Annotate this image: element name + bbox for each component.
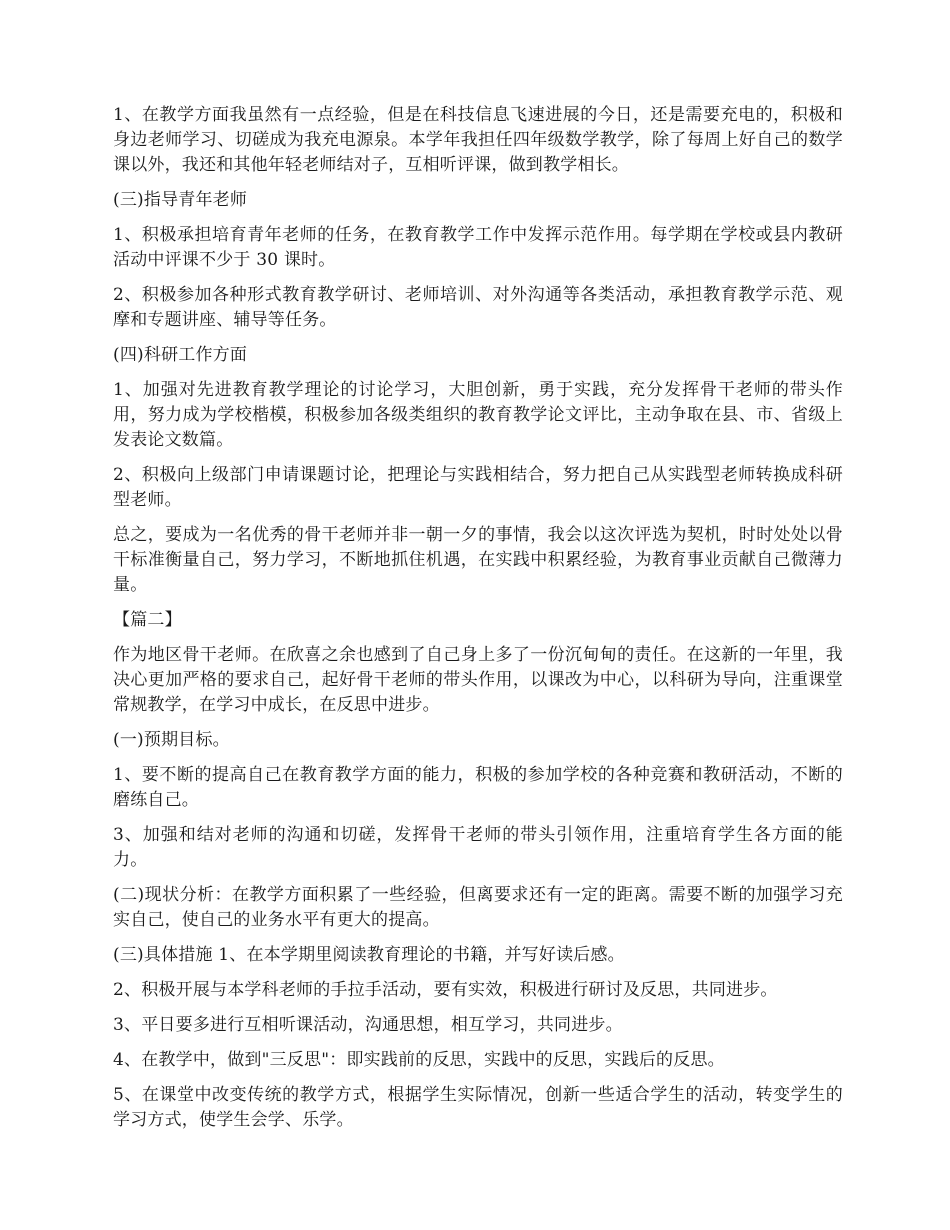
paragraph-goal-1: 1、要不断的提高自己在教育教学方面的能力，积极的参加学校的各种竞赛和教研活动，不断的磨练自己。 xyxy=(113,765,843,810)
paragraph-measure-2: 2、积极开展与本学科老师的手拉手活动，要有实效，积极进行研讨及反思，共同进步。 xyxy=(113,980,778,1000)
paragraph-measure-3: 3、平日要多进行互相听课活动，沟通思想，相互学习，共同进步。 xyxy=(113,1015,623,1035)
heading-part-two: 【篇二】 xyxy=(113,610,182,630)
paragraph-research-topics: 2、积极向上级部门申请课题讨论，把理论与实践相结合，努力把自己从实践型老师转换成科研型老师。 xyxy=(113,465,843,510)
paragraph-introduction: 作为地区骨干老师。在欣喜之余也感到了自己身上多了一份沉甸甸的责任。在这新的一年里，我决心更加严格的要求自己，起好骨干老师的带头作用，以课改为中心，以科研为导向，注重课堂常规教学，在学习中成长，在反思中进步。 xyxy=(113,645,843,715)
paragraph-goal-3: 3、加强和结对老师的沟通和切磋，发挥骨干老师的带头引领作用，注重培育学生各方面的能力。 xyxy=(113,825,843,870)
paragraph-measure-4: 4、在教学中，做到"三反思"：即实践前的反思，实践中的反思，实践后的反思。 xyxy=(113,1050,725,1070)
paragraph-teaching-experience: 1、在教学方面我虽然有一点经验，但是在科技信息飞速进展的今日，还是需要充电的，积极和身边老师学习、切磋成为我充电源泉。本学年我担任四年级数学教学，除了每周上好自己的数学课以外，我还和其他年轻老师结对子，互相听评课，做到教学相长。 xyxy=(113,105,843,175)
heading-expected-goals: (一)预期目标。 xyxy=(113,730,230,750)
paragraph-theory-study: 1、加强对先进教育教学理论的讨论学习，大胆创新，勇于实践，充分发挥骨干老师的带头作用，努力成为学校楷模，积极参加各级类组织的教育教学论文评比，主动争取在县、市、省级上发表论文数篇。 xyxy=(113,380,843,450)
paragraph-measure-5: 5、在课堂中改变传统的教学方式，根据学生实际情况，创新一些适合学生的活动，转变学生的学习方式，使学生会学、乐学。 xyxy=(113,1085,843,1130)
paragraph-participate-activities: 2、积极参加各种形式教育教学研讨、老师培训、对外沟通等各类活动，承担教育教学示范、观摩和专题讲座、辅导等任务。 xyxy=(113,285,843,330)
heading-research-work: (四)科研工作方面 xyxy=(113,345,248,365)
paragraph-status-analysis: (二)现状分析：在教学方面积累了一些经验，但离要求还有一定的距离。需要不断的加强学习充实自己，使自己的业务水平有更大的提高。 xyxy=(113,885,843,930)
paragraph-train-young-teachers: 1、积极承担培育青年老师的任务，在教育教学工作中发挥示范作用。每学期在学校或县内教研活动中评课不少于 30 课时。 xyxy=(113,225,843,270)
paragraph-measure-1: (三)具体措施 1、在本学期里阅读教育理论的书籍，并写好读后感。 xyxy=(113,945,625,965)
document-body xyxy=(113,103,843,1143)
paragraph-conclusion: 总之，要成为一名优秀的骨干老师并非一朝一夕的事情，我会以这次评选为契机，时时处处以骨干标准衡量自己，努力学习，不断地抓住机遇，在实践中积累经验，为教育事业贡献自己微薄力量。 xyxy=(113,525,843,595)
heading-guide-young-teachers: (三)指导青年老师 xyxy=(113,190,248,210)
